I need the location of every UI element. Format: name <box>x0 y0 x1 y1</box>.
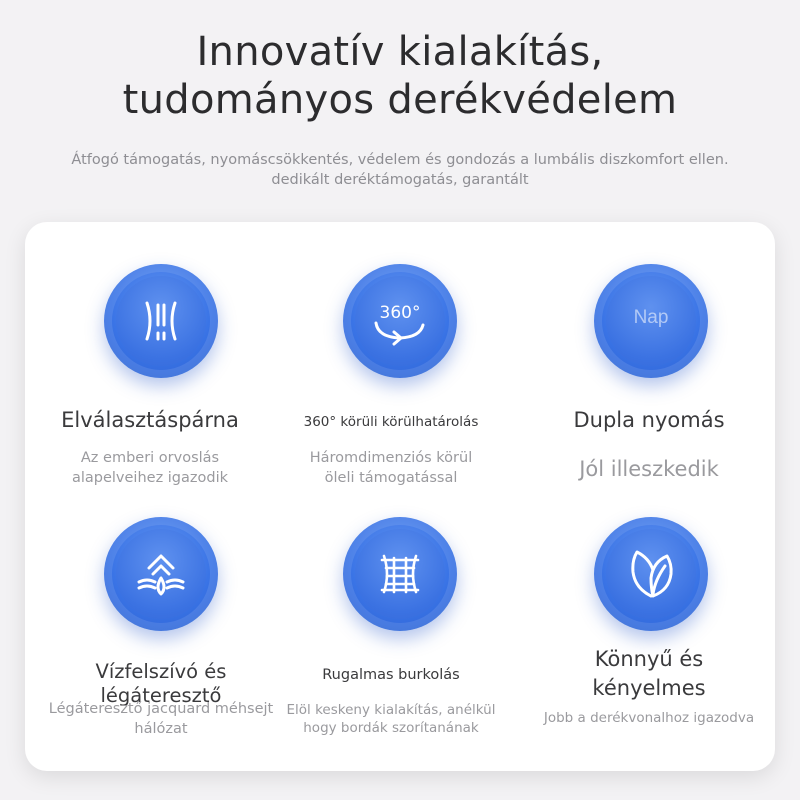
header <box>0 28 800 124</box>
feature-title: Elválasztáspárna <box>61 408 239 432</box>
feature-desc-line-2: öleli támogatással <box>324 470 458 486</box>
svg-text:360°: 360° <box>379 303 421 323</box>
feature-desc-line-1: Háromdimenziós körül <box>309 450 473 466</box>
feature-desc-line-1: Jobb a derékvonalhoz igazodva <box>543 710 755 726</box>
feature-title-line-2: kényelmes <box>592 676 706 700</box>
feature-title: Dupla nyomás <box>573 408 725 432</box>
page-title-line-2: tudományos derékvédelem <box>122 77 678 123</box>
feature-desc-line-2: alapelveihez igazodik <box>71 470 229 486</box>
feature-desc-line-1: Jól illeszkedik <box>579 457 719 481</box>
nap-text-icon <box>594 264 708 378</box>
subtitle <box>0 150 800 190</box>
feature-title-line-1: Könnyű és <box>594 647 704 671</box>
leaf-icon <box>594 517 708 631</box>
feature-desc-line-2: hogy bordák szorítanának <box>303 720 479 736</box>
feature-desc-line-1: Elöl keskeny kialakítás, anélkül <box>286 702 496 718</box>
rotate-360-icon <box>343 264 457 378</box>
feature-desc-line-2: hálózat <box>134 721 188 737</box>
features-card <box>25 222 775 771</box>
feature-desc-line-1: Az emberi orvoslás <box>80 450 220 466</box>
separator-lines-icon <box>104 264 218 378</box>
breathable-arrows-droplet-icon <box>104 517 218 631</box>
elastic-mesh-icon <box>343 517 457 631</box>
feature-title: 360° körüli körülhatárolás <box>303 414 479 430</box>
feature-desc-line-1: Légáteresztő jacquard méhsejt <box>48 701 274 717</box>
nap-icon-label: Nap <box>633 307 669 328</box>
subtitle-line-2: dedikált deréktámogatás, garantált <box>271 172 529 188</box>
feature-title: Rugalmas burkolás <box>322 667 460 683</box>
feature-title: Vízfelszívó és légáteresztő <box>95 660 227 707</box>
subtitle-line-1: Átfogó támogatás, nyomáscsökkentés, védelem és gondozás a lumbális diszkomfort ellen. <box>71 152 729 168</box>
page-title-line-1: Innovatív kialakítás, <box>196 29 604 75</box>
